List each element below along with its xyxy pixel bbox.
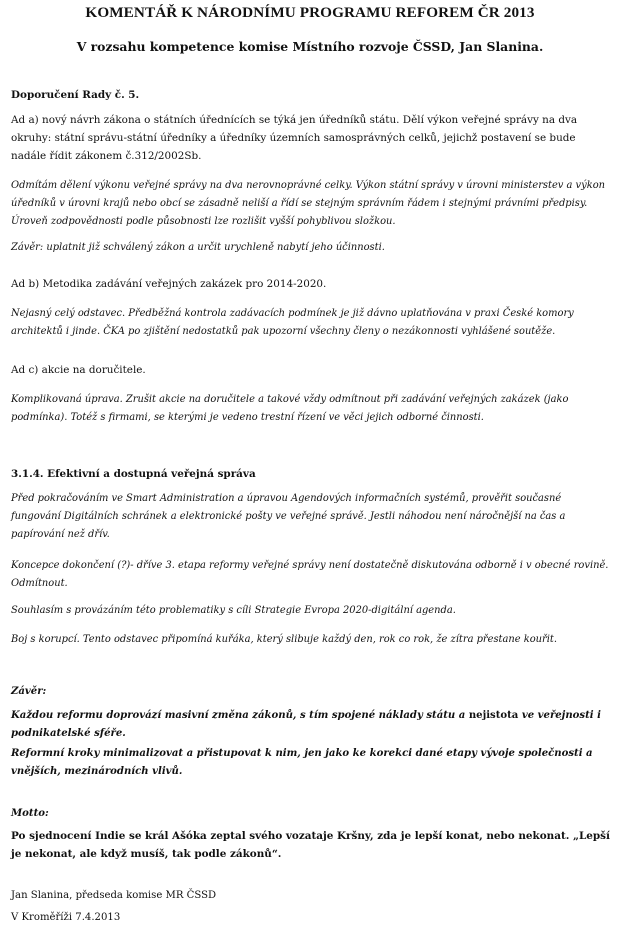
conclusion-paragraph: Reformní kroky minimalizovat a přistupovat k nim, jen jako ke korekci dané etapy vývoje společnosti a vnějších, mezinárodních vlivů. xyxy=(11,748,593,777)
motto-text: Po sjednocení Indie se král Ašóka zeptal svého vozataje Kršny, zda je lepší konat, nebo nekonat. „Lepší je nekonat, ale když musíš, tak podle zákonů“. xyxy=(11,830,610,860)
section-paragraph: Boj s korupcí. Tento odstavec připomíná kuřáka, který slibuje každý den, rok co rok, že zítra přestane kouřit. xyxy=(11,634,558,645)
section-paragraph: Před pokračováním ve Smart Administration a úpravou Agendových informačních systémů, prověřit současné fungování Digitálních schránek a elektronické pošty ve veřejné správě. Jestli náhodou není náročnější na čas a papírování než dřív. xyxy=(11,493,566,540)
signature: Jan Slanina, předseda komise MR ČSSD xyxy=(11,890,217,901)
ad-a-paragraph: Ad a) nový návrh zákona o státních úřednících se týká jen úředníků státu. Dělí výkon veřejné správy na dva okruhy: státní správu-státní úředníky a úředníky územních samosprávných celků, jejichž postavení se bude nadále řídit zákonem č.312/2002Sb. xyxy=(11,114,578,162)
ad-b-paragraph: Ad b) Metodika zadávání veřejných zakázek pro 2014-2020. xyxy=(11,278,327,290)
section-heading: 3.1.4. Efektivní a dostupná veřejná správa xyxy=(11,468,256,480)
document-title: KOMENTÁŘ K NÁRODNÍMU PROGRAMU REFOREM ČR 2013 xyxy=(85,4,535,21)
ad-c-comment: Komplikovaná úprava. Zrušit akcie na doručitele a takové vždy odmítnout při zadávání veřejných zakázek (jako podmínka). Totéž s firmami, se kterými je vedeno trestní řízení ve věci jejich odborné činnosti. xyxy=(11,394,569,423)
document-subtitle: V rozsahu kompetence komise Místního rozvoje ČSSD, Jan Slanina. xyxy=(76,39,544,54)
ad-b-comment: Nejasný celý odstavec. Předběžná kontrola zadávacích podmínek je již dávno uplatňována v praxi České komory architektů i jinde. ČKA po zjištění nedostatků pak upozorní všechny členy o nezákonnosti vyhlášené soutěže. xyxy=(11,308,574,337)
conclusion-label: Závěr: xyxy=(11,686,47,697)
ad-a-conclusion: Závěr: uplatnit již schválený zákon a určit urychleně nabytí jeho účinnosti. xyxy=(11,242,385,253)
ad-a-comment: Odmítám dělení výkonu veřejné správy na dva nerovnoprávné celky. Výkon státní správy v úrovni ministerstev a výkon úředníků v úrovni krajů nebo obcí se zásadně neliší a řídí se stejným správním řádem i stejnými právními předpisy. Úroveň zodpovědnosti podle působnosti lze rozlišit vyšší pohyblivou složkou. xyxy=(11,180,606,227)
conclusion-paragraph: Každou reformu doprovází masivní změna zákonů, s tím spojené náklady státu a nejistota ve veřejnosti i podnikatelské sféře. xyxy=(11,710,601,739)
place-date: V Kroměříži 7.4.2013 xyxy=(11,912,121,923)
section-paragraph: Souhlasím s provázáním této problematiky s cíli Strategie Evropa 2020-digitální agenda. xyxy=(11,605,456,616)
section-paragraph: Koncepce dokončení (?)- dříve 3. etapa reformy veřejné správy není dostatečně diskutována odborně i v obecné rovině. Odmítnout. xyxy=(11,560,609,589)
motto-label: Motto: xyxy=(11,808,49,819)
ad-c-paragraph: Ad c) akcie na doručitele. xyxy=(11,364,146,376)
recommendation-heading: Doporučení Rady č. 5. xyxy=(11,89,140,101)
